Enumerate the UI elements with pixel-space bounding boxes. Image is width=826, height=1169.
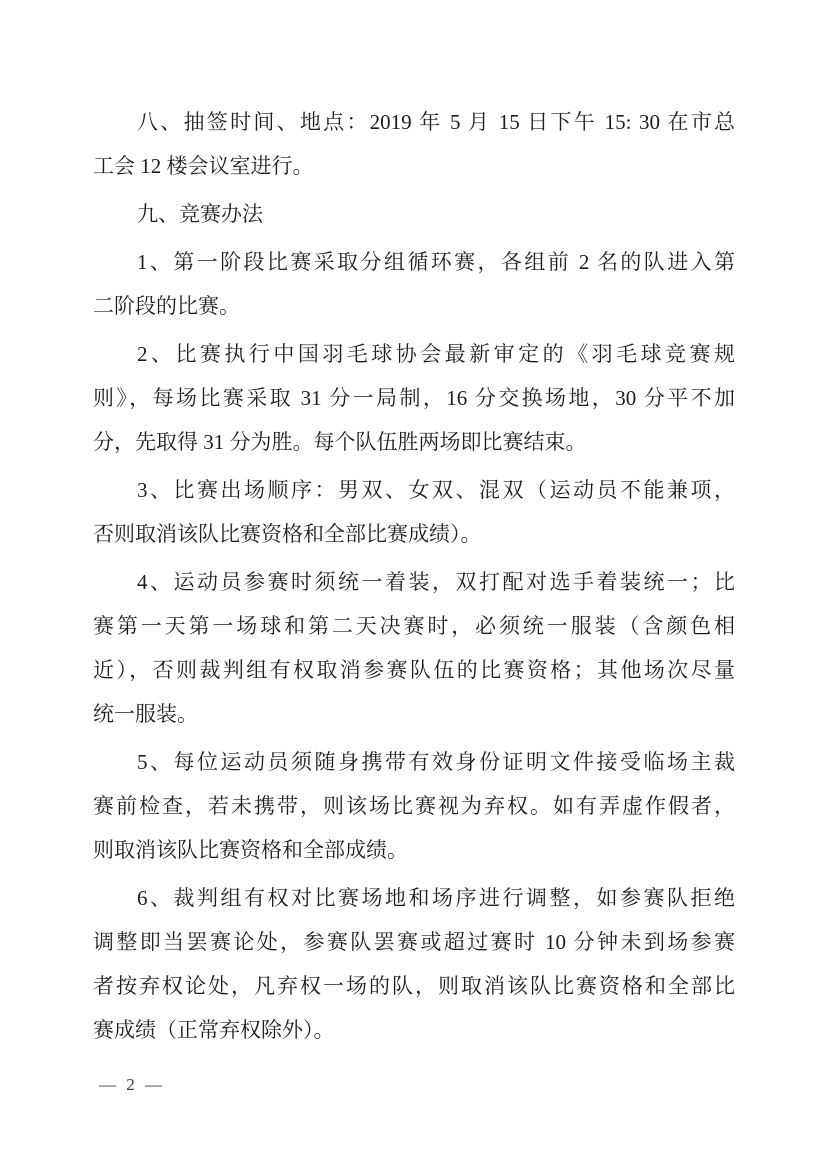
text-line: 否则取消该队比赛资格和全部比赛成绩）。 xyxy=(93,522,482,546)
paragraph xyxy=(93,740,735,872)
text-line: 则取消该队比赛资格和全部成绩。 xyxy=(93,838,408,862)
text-line: 1、第一阶段比赛采取分组循环赛，各组前 2 名的队进入第 xyxy=(137,250,735,274)
text-line: 分，先取得 31 分为胜。每个队伍胜两场即比赛结束。 xyxy=(93,430,587,454)
text-line: 5、每位运动员须随身携带有效身份证明文件接受临场主裁 xyxy=(137,750,735,774)
text-line: 则》，每场比赛采取 31 分一局制，16 分交换场地，30 分平不加 xyxy=(93,386,735,410)
paragraph xyxy=(93,468,735,556)
paragraph xyxy=(93,100,735,188)
text-line: 6、裁判组有权对比赛场地和场序进行调整，如参赛队拒绝 xyxy=(137,886,735,910)
text-line: 者按弃权论处，凡弃权一场的队，则取消该队比赛资格和全部比 xyxy=(93,974,735,998)
text-line: 八、抽签时间、地点：2019 年 5 月 15 日下午 15: 30 在市总 xyxy=(137,110,735,134)
page-number: — 2 — xyxy=(99,1075,165,1094)
text-line: 二阶段的比赛。 xyxy=(93,294,240,318)
text-line: 赛第一天第一场球和第二天决赛时，必须统一服装（含颜色相 xyxy=(93,614,735,638)
document-body xyxy=(93,100,735,1056)
text-line: 近），否则裁判组有权取消参赛队伍的比赛资格；其他场次尽量 xyxy=(93,658,735,682)
text-line: 2、比赛执行中国羽毛球协会最新审定的《羽毛球竞赛规 xyxy=(137,342,735,366)
paragraph xyxy=(93,560,735,736)
text-line: 调整即当罢赛论处，参赛队罢赛或超过赛时 10 分钟未到场参赛 xyxy=(93,930,735,954)
page-footer xyxy=(99,1074,165,1096)
text-line: 赛前检查，若未携带，则该场比赛视为弃权。如有弄虚作假者， xyxy=(93,794,735,818)
text-line: 4、运动员参赛时须统一着装，双打配对选手着装统一；比 xyxy=(137,570,735,594)
text-line: 九、竞赛办法 xyxy=(137,202,263,226)
paragraph xyxy=(93,332,735,464)
paragraph xyxy=(93,876,735,1052)
text-line: 3、比赛出场顺序：男双、女双、混双（运动员不能兼项， xyxy=(137,478,735,502)
text-line: 赛成绩（正常弃权除外）。 xyxy=(93,1018,335,1042)
text-line: 工会 12 楼会议室进行。 xyxy=(93,154,314,178)
text-line: 统一服装。 xyxy=(93,702,198,726)
paragraph xyxy=(93,240,735,328)
paragraph xyxy=(93,192,735,236)
